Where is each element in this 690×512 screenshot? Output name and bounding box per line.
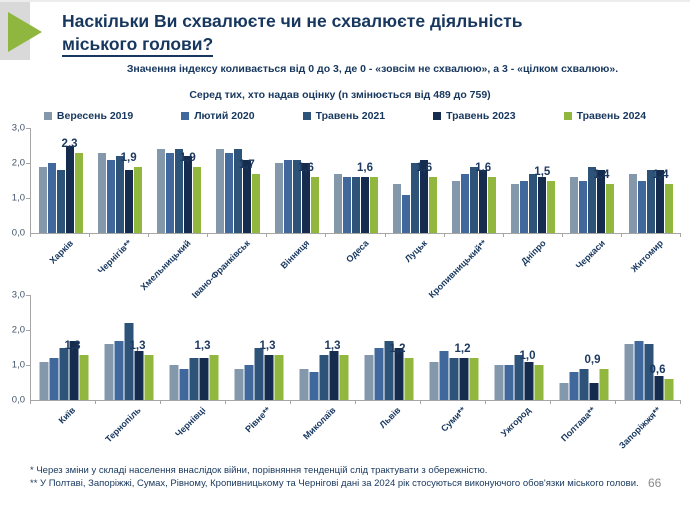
bar-group-Кропивницький <box>426 128 504 300</box>
bar-Лютий-2020 <box>343 177 351 233</box>
bar-Вересень-2019 <box>429 362 438 401</box>
bar-Травень-2021 <box>57 170 65 233</box>
bar-group-Черкаси <box>563 128 622 272</box>
bar-group-Житомир <box>622 128 681 275</box>
bar-group-Ужгород <box>486 295 551 439</box>
x-tick-mark <box>485 400 486 404</box>
value-label-2024: 1,9 <box>120 151 137 164</box>
bar-Лютий-2020 <box>504 365 513 400</box>
bar-Травень-2023 <box>459 358 468 400</box>
x-category-label: Ужгород <box>498 405 533 439</box>
y-tick-label: 2,0 <box>11 157 25 169</box>
bar-Вересень-2019 <box>629 174 637 234</box>
bar-Лютий-2020 <box>638 181 646 234</box>
bar-Лютий-2020 <box>179 369 188 401</box>
bar-Травень-2023 <box>125 170 133 233</box>
x-category-label: Житомир <box>629 238 666 275</box>
legend-swatch-icon <box>44 112 52 120</box>
bar-Травень-2024 <box>606 184 614 233</box>
x-tick-mark <box>30 400 31 404</box>
y-tick-label: 1,0 <box>11 359 25 371</box>
bar-Травень-2024 <box>144 355 153 401</box>
bars <box>234 348 283 401</box>
bars <box>511 174 555 234</box>
bars <box>364 341 413 401</box>
legend-item-1 <box>44 110 133 122</box>
bar-Травень-2023 <box>134 351 143 400</box>
bar-group-Рівне <box>226 295 291 435</box>
bar-Лютий-2020 <box>309 372 318 400</box>
bar-Травень-2024 <box>599 369 608 401</box>
bar-Травень-2024 <box>664 379 673 400</box>
x-tick-mark <box>160 400 161 404</box>
bar-Лютий-2020 <box>114 341 123 401</box>
x-category-label: Чернівці <box>173 405 208 440</box>
bar-Травень-2024 <box>488 177 496 233</box>
value-label-2024: 1,3 <box>129 339 146 352</box>
sample-size-note: Серед тих, хто надав оцінку (n змінюється від 489 до 759) <box>189 89 491 101</box>
value-label-2024: 1,2 <box>389 343 406 355</box>
x-tick-mark <box>207 233 208 237</box>
bar-group-Харків <box>31 128 90 266</box>
bar-Вересень-2019 <box>275 163 283 233</box>
bar-Травень-2023 <box>66 146 74 234</box>
x-category-label: Київ <box>56 405 78 426</box>
value-label-2024: 1,0 <box>519 350 536 362</box>
legend-item-3 <box>303 110 386 122</box>
x-tick-mark <box>420 400 421 404</box>
bar-Вересень-2019 <box>39 167 47 234</box>
plot-area-bottom <box>30 295 681 451</box>
bar-Травень-2021 <box>319 355 328 401</box>
x-category-label: Вінниця <box>278 238 311 271</box>
value-label-2024: 1,3 <box>64 339 81 352</box>
value-label-2024: 1,5 <box>534 165 551 178</box>
x-tick-mark <box>95 400 96 404</box>
y-tick-label: 0,0 <box>11 227 25 239</box>
x-category-label: Тернопіль <box>103 405 143 445</box>
bar-Травень-2024 <box>404 358 413 400</box>
x-category-label: Полтава** <box>559 405 598 444</box>
bar-Травень-2021 <box>124 323 133 400</box>
index-scale-subtitle: Значення індексу коливається від 0 до 3, де 0 - «зовсім не схвалюю», а 3 - «цілком схвалюю». <box>126 63 619 75</box>
bar-group-Тернопіль <box>96 295 161 445</box>
x-tick-mark <box>680 400 681 404</box>
x-category-label: Львів <box>377 405 403 431</box>
x-category-label: Запоріжжя** <box>616 405 663 451</box>
bar-Лютий-2020 <box>166 153 174 234</box>
bars <box>169 355 218 401</box>
x-tick-mark <box>325 233 326 237</box>
bars <box>39 146 83 234</box>
bar-Травень-2024 <box>429 177 437 233</box>
value-label-2024: 1,2 <box>454 343 471 355</box>
bar-group-Чернівці <box>161 295 226 440</box>
bar-Лютий-2020 <box>284 160 292 234</box>
footnotes <box>30 465 640 491</box>
bar-Травень-2024 <box>469 358 478 400</box>
y-tick-mark <box>26 330 30 331</box>
plot-area-top <box>30 128 681 301</box>
bar-Травень-2024 <box>193 167 201 234</box>
bar-Травень-2024 <box>134 167 142 234</box>
bar-group-Дніпро <box>504 128 563 267</box>
bar-Травень-2023 <box>524 362 533 401</box>
bar-Травень-2023 <box>589 383 598 401</box>
page-title-line2: міського голови? <box>62 34 213 57</box>
legend-item-2 <box>181 110 254 122</box>
bar-Травень-2021 <box>59 348 68 401</box>
value-label-2024: 1,6 <box>475 162 492 174</box>
bar-Вересень-2019 <box>216 149 224 233</box>
bar-Травень-2021 <box>352 177 360 233</box>
y-tick-mark <box>26 295 30 296</box>
x-category-label: Хмельницький <box>138 238 193 293</box>
bar-Травень-2021 <box>470 167 478 234</box>
bar-Лютий-2020 <box>579 181 587 234</box>
value-label-2024: 1,3 <box>194 339 211 352</box>
bar-Травень-2024 <box>209 355 218 401</box>
bar-Травень-2021 <box>579 369 588 401</box>
bar-group-Одеса <box>326 128 385 265</box>
bar-group-Чернігів <box>90 128 149 276</box>
x-tick-mark <box>615 400 616 404</box>
bar-Травень-2023 <box>184 156 192 233</box>
y-tick-mark <box>26 163 30 164</box>
bar-group-Львів <box>356 295 421 431</box>
bar-Вересень-2019 <box>299 369 308 401</box>
bar-Травень-2023 <box>479 170 487 233</box>
slide-accent-arrow-icon <box>8 12 42 52</box>
bar-Вересень-2019 <box>157 149 165 233</box>
x-tick-mark <box>266 233 267 237</box>
bar-Вересень-2019 <box>234 369 243 401</box>
bars <box>334 174 378 234</box>
value-label-2024: 1,6 <box>357 162 374 174</box>
bar-group-Полтава <box>551 295 616 444</box>
bar-group-Суми <box>421 295 486 434</box>
bars <box>39 341 88 401</box>
legend-swatch-icon <box>564 112 572 120</box>
bar-Лютий-2020 <box>461 174 469 234</box>
bar-Травень-2023 <box>394 348 403 401</box>
x-tick-mark <box>148 233 149 237</box>
bars <box>299 351 348 400</box>
bar-Травень-2024 <box>339 355 348 401</box>
y-tick-label: 1,0 <box>11 192 25 204</box>
bar-group-Вінниця <box>267 128 326 271</box>
bar-Вересень-2019 <box>624 344 633 400</box>
value-label-2024: 2,3 <box>61 137 78 150</box>
bar-Лютий-2020 <box>107 160 115 234</box>
legend-swatch-icon <box>433 112 441 120</box>
bar-Травень-2023 <box>329 351 338 400</box>
bar-Травень-2023 <box>264 355 273 401</box>
x-category-label: Кропивницький** <box>426 238 489 300</box>
value-label-2024: 1,3 <box>259 339 276 352</box>
bar-Лютий-2020 <box>402 195 410 234</box>
y-tick-label: 3,0 <box>11 122 25 134</box>
x-tick-mark <box>385 233 386 237</box>
value-label-2024: 1,6 <box>416 162 433 174</box>
bars <box>624 341 673 401</box>
x-tick-mark <box>355 400 356 404</box>
bar-Травень-2023 <box>199 358 208 400</box>
bar-Лютий-2020 <box>634 341 643 401</box>
bar-Травень-2023 <box>243 160 251 234</box>
x-tick-mark <box>89 233 90 237</box>
bar-Лютий-2020 <box>49 358 58 400</box>
y-tick-label: 3,0 <box>11 289 25 301</box>
x-tick-mark <box>444 233 445 237</box>
legend-label: Травень 2023 <box>446 110 516 122</box>
x-category-label: Черкаси <box>573 238 607 272</box>
bar-Травень-2024 <box>547 181 555 234</box>
bar-Травень-2024 <box>370 177 378 233</box>
x-tick-mark <box>550 400 551 404</box>
bar-Лютий-2020 <box>225 153 233 234</box>
bar-Травень-2024 <box>274 355 283 401</box>
legend-label: Лютий 2020 <box>194 110 255 122</box>
x-category-label: Дніпро <box>518 238 548 267</box>
bar-Травень-2021 <box>529 174 537 234</box>
page-title-line1: Наскільки Ви схвалюєте чи не схвалюєте діяльність <box>62 11 523 31</box>
x-tick-mark <box>562 233 563 237</box>
bar-Вересень-2019 <box>334 174 342 234</box>
bar-Травень-2023 <box>361 177 369 233</box>
bar-Вересень-2019 <box>393 184 401 233</box>
bar-Вересень-2019 <box>39 362 48 401</box>
bar-Травень-2023 <box>538 177 546 233</box>
x-tick-mark <box>680 233 681 237</box>
footnote-war-population: * Через зміни у складі населення внаслідок війни, порівняння тенденцій слід трактувати з обережністю. <box>30 465 488 476</box>
bars <box>494 355 543 401</box>
bar-Травень-2021 <box>116 156 124 233</box>
x-tick-mark <box>290 400 291 404</box>
y-tick-mark <box>26 365 30 366</box>
bar-Травень-2021 <box>189 358 198 400</box>
bar-Травень-2024 <box>665 184 673 233</box>
bar-Лютий-2020 <box>244 365 253 400</box>
bar-group-Запоріжжя <box>616 295 681 451</box>
legend-label: Травень 2024 <box>576 110 647 122</box>
y-tick-label: 2,0 <box>11 324 25 336</box>
page-number: 66 <box>648 476 662 490</box>
x-category-label: Рівне** <box>243 405 273 435</box>
bar-Травень-2023 <box>654 376 663 401</box>
legend-item-5 <box>564 110 647 122</box>
bar-Вересень-2019 <box>511 184 519 233</box>
value-label-2024: 1,9 <box>179 151 196 164</box>
y-axis-bottom <box>0 289 27 406</box>
chart-legend <box>0 110 690 122</box>
bar-Лютий-2020 <box>520 181 528 234</box>
value-label-2024: 1,3 <box>324 339 341 352</box>
x-category-label: Миколаїв <box>301 405 338 442</box>
bar-Вересень-2019 <box>169 365 178 400</box>
y-axis-top <box>0 122 27 239</box>
legend-item-4 <box>433 110 516 122</box>
bar-Травень-2024 <box>311 177 319 233</box>
x-category-label: Харків <box>47 238 75 266</box>
bar-Травень-2024 <box>75 153 83 234</box>
bar-Вересень-2019 <box>570 177 578 233</box>
chart-bottom-cities <box>0 289 690 451</box>
bar-Лютий-2020 <box>48 163 56 233</box>
bar-Травень-2021 <box>254 348 263 401</box>
value-label-2024: 0,9 <box>584 353 601 366</box>
x-tick-mark <box>621 233 622 237</box>
value-label-2024: 1,7 <box>238 158 255 171</box>
x-tick-mark <box>225 400 226 404</box>
bars <box>559 369 608 401</box>
bar-group-Луцьк <box>386 128 445 265</box>
y-tick-label: 0,0 <box>11 394 25 406</box>
bar-Вересень-2019 <box>452 181 460 234</box>
bars <box>429 351 478 400</box>
value-label-2024: 0,6 <box>649 364 666 376</box>
bar-group-Київ <box>31 295 96 426</box>
bar-Вересень-2019 <box>559 383 568 401</box>
bar-Вересень-2019 <box>364 355 373 401</box>
value-label-2024: 1,4 <box>652 169 669 181</box>
chart-top-cities <box>0 122 690 301</box>
x-category-label: Івано-Франківськ <box>189 238 252 301</box>
y-tick-mark <box>26 198 30 199</box>
x-category-label: Чернігів** <box>95 238 134 276</box>
bar-group-Івано-Франківськ <box>189 128 267 301</box>
bars <box>104 323 153 400</box>
bar-Травень-2024 <box>534 365 543 400</box>
x-category-label: Суми** <box>438 405 468 434</box>
bar-Вересень-2019 <box>98 153 106 234</box>
bar-Лютий-2020 <box>374 348 383 401</box>
bar-Травень-2024 <box>79 355 88 401</box>
bar-Вересень-2019 <box>104 344 113 400</box>
x-category-label: Луцьк <box>403 238 430 265</box>
legend-label: Травень 2021 <box>315 110 386 122</box>
bar-Лютий-2020 <box>569 372 578 400</box>
value-label-2024: 1,6 <box>297 162 314 174</box>
bars <box>98 153 142 234</box>
bar-group-Хмельницький <box>138 128 208 293</box>
footnote-acting-mayors: ** У Полтаві, Запоріжжі, Сумах, Рівному, Кропивницькому та Чернігові дані за 2024 рік стосуються виконуючого обов'язки міського голови. <box>30 477 639 489</box>
value-label-2024: 1,4 <box>593 169 610 181</box>
bar-Вересень-2019 <box>494 365 503 400</box>
bar-Лютий-2020 <box>439 351 448 400</box>
bars <box>452 167 496 234</box>
bar-Травень-2021 <box>449 358 458 400</box>
x-tick-mark <box>503 233 504 237</box>
y-tick-mark <box>26 128 30 129</box>
x-tick-mark <box>30 233 31 237</box>
page-title <box>62 10 662 56</box>
legend-label: Вересень 2019 <box>56 110 134 122</box>
bar-group-Миколаїв <box>291 295 356 442</box>
legend-swatch-icon <box>303 112 311 120</box>
x-category-label: Одеса <box>343 238 371 265</box>
bar-Травень-2024 <box>252 174 260 234</box>
legend-swatch-icon <box>181 112 189 120</box>
